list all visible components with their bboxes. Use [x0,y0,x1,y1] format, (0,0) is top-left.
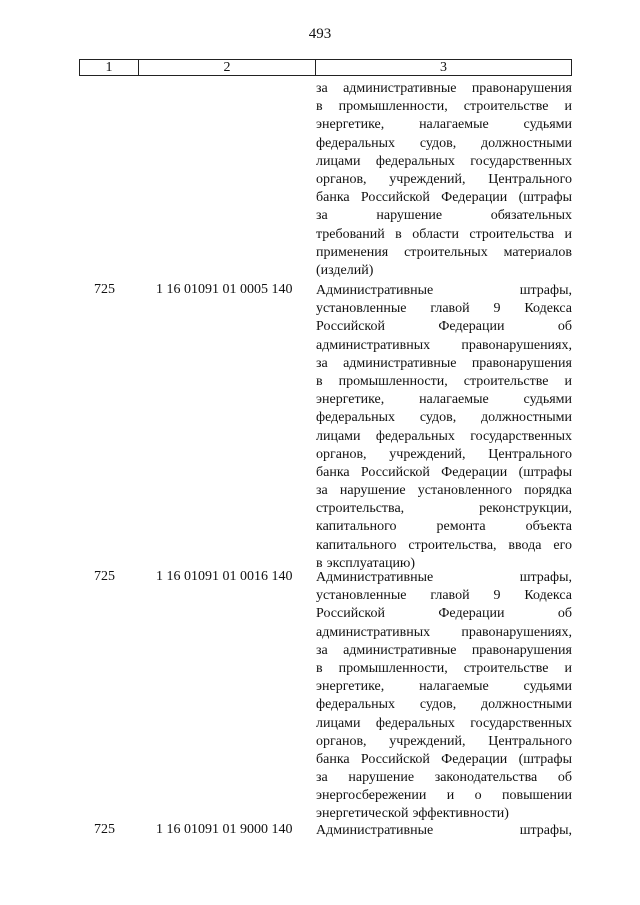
description-line: банка Российской Федерации (штрафы [316,464,572,480]
description-line: капитального строительства, ввода его [316,537,572,553]
description-line: энергетической эффективности) [316,806,509,822]
row-code: 1 16 01091 01 0005 140 [156,282,293,297]
description-line: установленные главой 9 Кодекса [316,588,572,604]
table-header [79,59,572,76]
description-line: административных правонарушениях, [316,337,572,353]
description-line: лицами федеральных государственных [316,428,572,444]
description-line: Административные штрафы, [316,283,572,298]
row-code: 1 16 01091 01 0016 140 [156,569,293,584]
description-line: установленные главой 9 Кодекса [316,301,572,317]
description-line: требований в области строительства и [316,226,572,242]
description-line: капитального ремонта объекта [316,519,572,535]
description-line: (изделий) [316,262,374,278]
description-line: органов, учреждений, Центрального [316,446,572,462]
description-line: энергетике, налагаемые судьями [316,679,572,695]
description-line: энергосбережении и о повышении [316,788,572,804]
description-line: Российской Федерации об [316,319,572,335]
description-line: органов, учреждений, Центрального [316,733,572,749]
row-description [316,822,572,840]
description-line: в промышленности, строительстве и [316,660,572,676]
description-line: лицами федеральных государственных [316,715,572,731]
description-line: Российской Федерации об [316,606,572,622]
row-description [316,569,572,824]
row-number: 725 [94,569,115,584]
description-line: лицами федеральных государственных [316,153,572,169]
description-line: федеральных судов, должностными [316,135,572,151]
description-line: за нарушение установленного порядка [316,483,572,499]
description-line: Административные штрафы, [316,823,572,838]
row-description [316,80,572,280]
row-code: 1 16 01091 01 9000 140 [156,822,293,837]
description-line: применения строительных материалов [316,244,572,260]
description-line: за нарушение обязательных [316,208,572,224]
description-line: за административные правонарушения [316,642,572,658]
description-line: органов, учреждений, Центрального [316,171,572,187]
description-line: Административные штрафы, [316,570,572,585]
page-number: 493 [308,26,332,42]
header-col-2: 2 [138,60,315,75]
description-line: за административные правонарушения [316,355,572,371]
description-line: в эксплуатацию) [316,555,416,571]
description-line: федеральных судов, должностными [316,410,572,426]
description-line: энергетике, налагаемые судьями [316,117,572,133]
description-line: административных правонарушениях, [316,624,572,640]
row-number: 725 [94,282,115,297]
description-line: в промышленности, строительстве и [316,99,572,115]
description-line: за административные правонарушения [316,81,572,96]
description-line: федеральных судов, должностными [316,697,572,713]
description-line: строительства, реконструкции, [316,501,572,517]
description-line: банка Российской Федерации (штрафы [316,190,572,206]
description-line: в промышленности, строительстве и [316,373,572,389]
row-description [316,282,572,573]
row-number: 725 [94,822,115,837]
header-col-1: 1 [105,60,113,75]
description-line: банка Российской Федерации (штрафы [316,751,572,767]
description-line: энергетике, налагаемые судьями [316,392,572,408]
header-col-3: 3 [315,60,571,75]
description-line: за нарушение законодательства об [316,770,572,786]
